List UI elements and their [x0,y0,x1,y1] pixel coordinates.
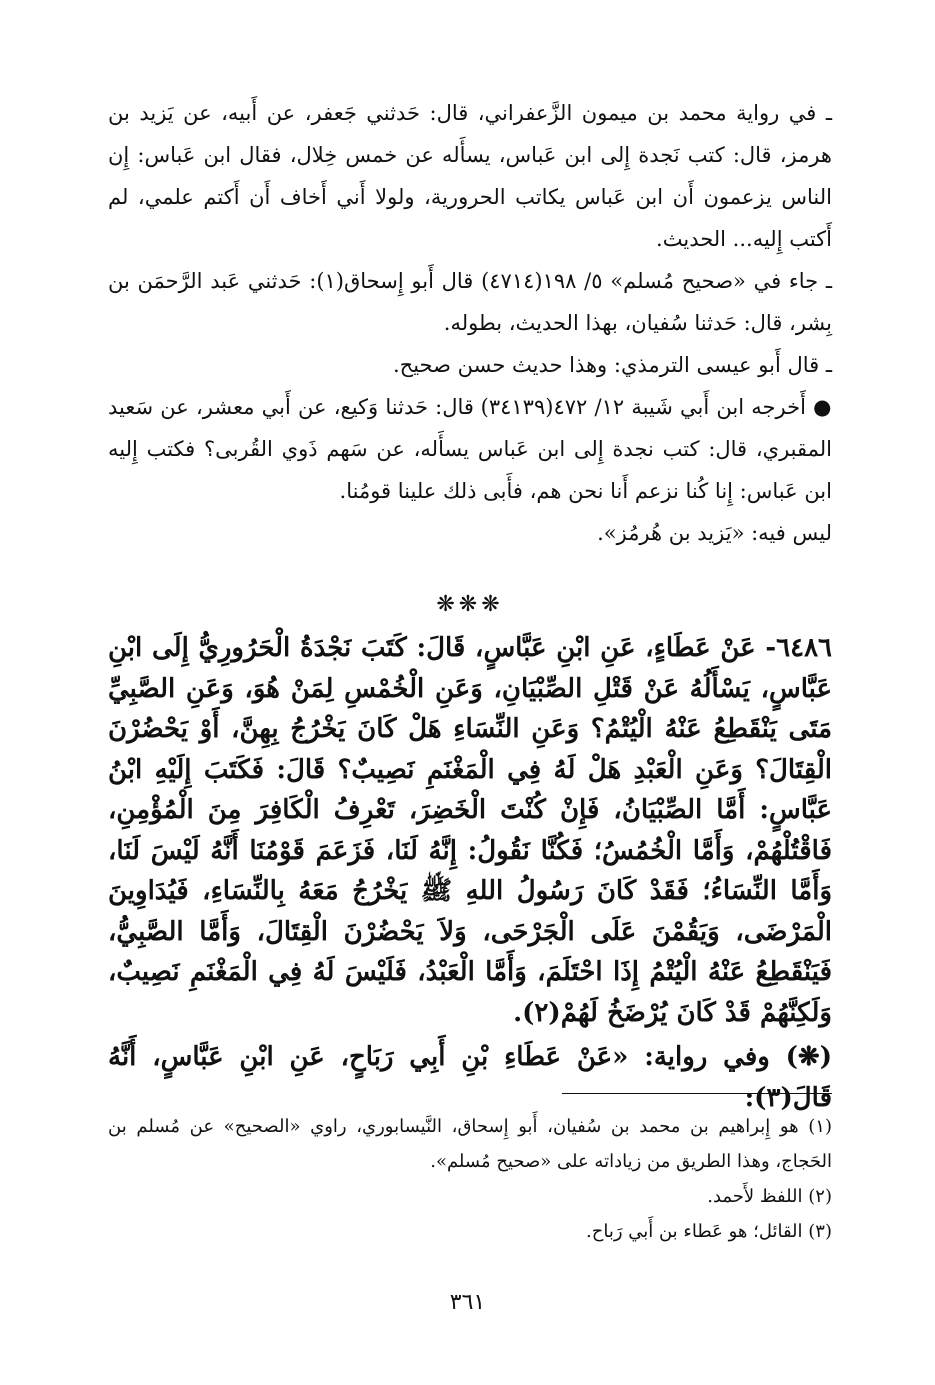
narration-paragraph: ـ قال أَبو عيسى الترمذي: وهذا حديث حسن صحيح. [392,353,832,377]
narration-paragraph: ● أَخرجه ابن أَبي شَيبة ١٢/ ٤٧٢(٣٤١٣٩) قال: حَدثنا وَكيع، عن أَبي معشر، عن سَعيد المقبري، قال: كتب نجدة إِلى ابن عَباس يسأَله، عن سَهم ذَوي القُربى؟ فكتب إِليه ابن عَباس: إِنا كُنا نزعم أَنا نحن هم، فأَبى ذلك علينا قومُنا. [108,395,832,503]
footnote-divider [562,1093,832,1094]
narration-paragraph: ـ في رواية محمد بن ميمون الزَّعفراني، قال: حَدثني جَعفر، عن أَبيه، عن يَزيد بن هرمز، قال: كتب نَجدة إِلى ابن عَباس، يسأَله عن خمس خِلال، فقال ابن عَباس: إِن الناس يزعمون أَن ابن عَباس يكاتب الحرورية، ولولا أَني أَخاف أَن أَكتم علمي، لم أَكتب إِليه... الحديث. [108,101,832,251]
narration-paragraph: ـ جاء في «صحيح مُسلم» ٥/ ١٩٨(٤٧١٤) قال أَبو إِسحاق(١): حَدثني عَبد الرَّحمَن بن بِشر، قال: حَدثنا سُفيان، بهذا الحديث، بطوله. [108,269,832,335]
page-number: ٣٦١ [449,1290,486,1315]
footnotes [108,1109,832,1249]
footnote: (٢) اللفظ لأَحمد. [707,1186,832,1207]
narration-paragraph: ليس فيه: «يَزيد بن هُرمُز». [597,521,832,545]
hadith-block [108,628,832,1118]
footnote: (٣) القائل؛ هو عَطاء بن أَبي رَباح. [586,1221,832,1242]
section-separator: ❋❋❋ [436,592,504,617]
footnote: (١) هو إِبراهيم بن محمد بن سُفيان، أَبو إِسحاق، النَّيسابوري، راوي «الصحيح» عن مُسلم بن الحَجاج، وهذا الطريق من زياداته على «صحيح مُسلم». [108,1116,832,1172]
hadith-variant: (❋) وفي رواية: «عَنْ عَطَاءِ بْنِ أَبِي رَبَاحٍ، عَنِ ابْنِ عَبَّاسٍ، أَنَّهُ قَالَ(٣): [108,1042,832,1113]
hadith-text: ٦٤٨٦- عَنْ عَطَاءٍ، عَنِ ابْنِ عَبَّاسٍ، قَالَ: كَتَبَ نَجْدَةُ الْحَرُورِيُّ إِلَى ابْنِ عَبَّاسٍ، يَسْأَلُهُ عَنْ قَتْلِ الصِّبْيَانِ، وَعَنِ الْخُمْسِ لِمَنْ هُوَ، وَعَنِ الصَّبِيِّ مَتَى يَنْقَطِعُ عَنْهُ الْيُتْمُ؟ وَعَنِ النِّسَاءِ هَلْ كَانَ يَخْرُجُ بِهِنَّ، أَوْ يَحْضُرْنَ الْقِتَالَ؟ وَعَنِ الْعَبْدِ هَلْ لَهُ فِي الْمَغْنَمِ نَصِيبٌ؟ قَالَ: فَكَتَبَ إِلَيْهِ ابْنُ عَبَّاسٍ: أَمَّا الصِّبْيَانُ، فَإِنْ كُنْتَ الْخَضِرَ، تَعْرِفُ الْكَافِرَ مِنَ الْمُؤْمِنِ، فَاقْتُلْهُمْ، وَأَمَّا الْخُمُسُ؛ فَكُنَّا نَقُولُ: إِنَّهُ لَنَا، فَزَعَمَ قَوْمُنَا أَنَّهُ لَيْسَ لَنَا، وَأَمَّا النِّسَاءُ؛ فَقَدْ كَانَ رَسُولُ اللهِ ﷺ يَخْرُجُ مَعَهُ بِالنِّسَاءِ، فَيُدَاوِينَ الْمَرْضَى، وَيَقُمْنَ عَلَى الْجَرْحَى، وَلاَ يَحْضُرْنَ الْقِتَالَ، وَأَمَّا الصَّبِيُّ، فَيَنْقَطِعُ عَنْهُ الْيُتْمُ إِذَا احْتَلَمَ، وَأَمَّا الْعَبْدُ، فَلَيْسَ لَهُ فِي الْمَغْنَمِ نَصِيبٌ، وَلَكِنَّهُمْ قَدْ كَانَ يُرْضَخُ لَهُمْ(٢). [108,633,832,1028]
narration-block [108,92,832,554]
